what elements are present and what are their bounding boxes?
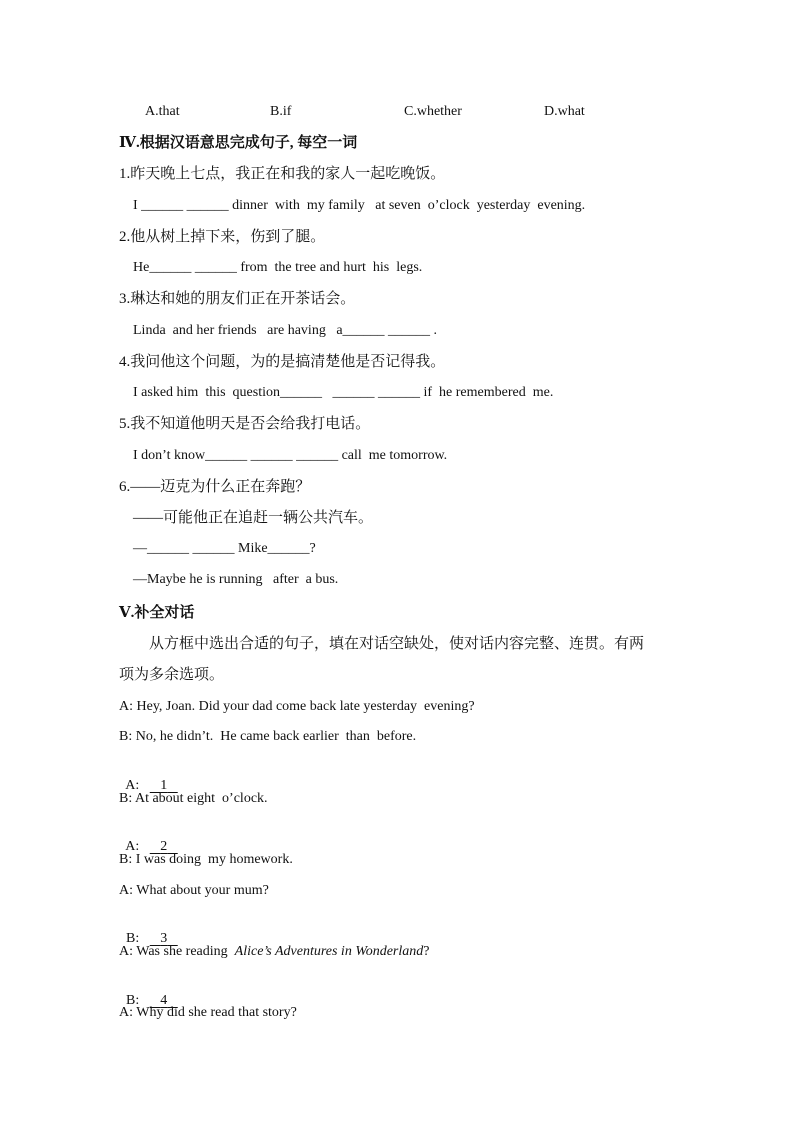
section5-title: Ⅴ.补全对话: [119, 605, 195, 621]
option-c: C.whether: [404, 104, 462, 119]
book-title: Alice’s Adventures in Wonderland: [234, 944, 424, 959]
option-b: B.if: [270, 104, 292, 119]
dialogue-line: B: No, he didn’t. He came back earlier than before.: [119, 729, 417, 744]
q2-chinese: 2.他从树上掉下来，伤到了腿。: [119, 229, 326, 245]
dialogue-line-book: [119, 943, 429, 961]
dialogue-line: A: Why did she read that story?: [119, 1005, 297, 1020]
q3-chinese: 3.琳达和她的朋友们正在开茶话会。: [119, 291, 356, 307]
q1-chinese: 1.昨天晚上七点，我正在和我的家人一起吃晚饭。: [119, 166, 446, 182]
option-a: A.that: [145, 104, 180, 119]
dialogue-punct: ?: [423, 944, 430, 959]
blank-4: 4: [160, 993, 168, 1008]
option-d: D.what: [544, 104, 585, 119]
blank-2: 2: [160, 839, 168, 854]
dialogue-line: B: I was doing my homework.: [119, 852, 293, 867]
section4-title: Ⅳ.根据汉语意思完成句子, 每空一词: [119, 135, 358, 151]
blank-3: 3: [160, 931, 168, 946]
q5-chinese: 5.我不知道他明天是否会给我打电话。: [119, 416, 371, 432]
q3-english: Linda and her friends are having a______ ______ .: [133, 323, 438, 338]
section5-instruction-1: 从方框中选出合适的句子，填在对话空缺处，使对话内容完整、连贯。有两: [149, 636, 645, 652]
q4-chinese: 4.我问他这个问题，为的是搞清楚他是否记得我。: [119, 354, 446, 370]
q6-english-reply: —Maybe he is running after a bus.: [133, 572, 339, 587]
q2-english: He______ ______ from the tree and hurt his legs.: [133, 260, 423, 275]
dialogue-line: A: Hey, Joan. Did your dad come back late yesterday evening?: [119, 699, 475, 714]
dialogue-speaker: B:: [126, 993, 140, 1008]
q6-chinese-reply: ——可能他正在追赶一辆公共汽车。: [133, 510, 374, 526]
dialogue-line: A: What about your mum?: [119, 883, 269, 898]
dialogue-line: B: At about eight o’clock.: [119, 791, 268, 806]
q6-english: —______ ______ Mike______?: [133, 541, 316, 556]
dialogue-speaker: A:: [125, 778, 140, 793]
q1-english: I ______ ______ dinner with my family at seven o’clock yesterday evening.: [133, 198, 586, 213]
dialogue-text: A: Was she reading: [119, 944, 235, 959]
blank-1: 1: [160, 778, 168, 793]
q6-chinese: 6.——迈克为什么正在奔跑？: [119, 479, 311, 495]
section5-instruction-2: 项为多余选项。: [119, 667, 225, 683]
dialogue-speaker: B:: [126, 931, 140, 946]
q5-english: I don’t know______ ______ ______ call me tomorrow.: [133, 448, 448, 463]
dialogue-speaker: A:: [125, 839, 140, 854]
q4-english: I asked him this question______ ______ ______ if he remembered me.: [133, 385, 554, 400]
